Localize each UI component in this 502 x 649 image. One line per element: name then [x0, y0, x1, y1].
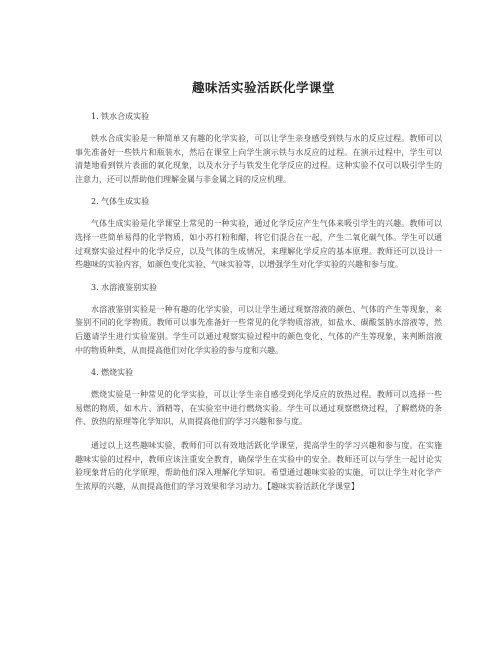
conclusion-paragraph: 通过以上这些趣味实验，教师们可以有效地活跃化学课堂，提高学生的学习兴趣和参与度。在实施趣味实验的过程中，教师应该注重安全教育，确保学生在实验中的安全。教师还可以与学生一起讨论实验现象背后的化学原理，帮助他们深入理解化学知识。希望通过趣味实验的实施，可以让学生对化学产生浓厚的兴趣，从而提高他们的学习效果和学习动力。【趣味实验活跃化学课堂】	[75, 440, 442, 491]
section-combustion	[75, 367, 442, 429]
section-heading: 2. 气体生成实验	[91, 197, 150, 207]
section-paragraph: 气体生成实验是化学课堂上常见的一种实验，通过化学反应产生气体来吸引学生的兴趣。教师可以选择一些简单易得的化学物质，如小苏打粉和醋，将它们混合在一起，产生二氧化碳气体。学生可以通过观察实验过程中的化学反应，以及气体的生成情况，来理解化学反应的基本原理。教师还可以设计一些趣味的实验内容，如颜色变化实验、气味实验等，以增强学生对化学实验的兴趣和参与度。	[75, 219, 442, 270]
section-iron-water	[75, 111, 442, 186]
section-solution-identification	[75, 282, 442, 357]
section-paragraph: 水溶液鉴别实验是一种有趣的化学实验，可以让学生通过观察溶液的颜色、气体的产生等现象，来鉴别不同的化学物质。教师可以事先准备好一些常见的化学物质溶液，如盐水、碳酸氢钠水溶液等，然后邀请学生进行实验鉴别。学生可以通过观察实验过程中的颜色变化、气体的产生等现象，来判断溶液中的物质种类，从而提高他们对化学实验的参与度和兴趣。	[75, 304, 442, 355]
page-title: 趣味活实验活跃化学课堂	[191, 80, 335, 95]
section-heading: 1. 铁水合成实验	[91, 112, 150, 121]
section-paragraph: 铁水合成实验是一种简单又有趣的化学实验，可以让学生亲身感受到铁与水的反应过程。教师可以事先准备好一些铁片和瓶装水，然后在课堂上向学生演示铁与水反应的过程。在演示过程中，学生可以清楚地看到铁片表面的氧化现象，以及水分子与铁发生化学反应的过程。这种实验不仅可以吸引学生的注意力，还可以帮助他们理解金属与非金属之间的反应机理。	[75, 134, 442, 184]
section-heading: 4. 燃烧实验	[91, 368, 134, 378]
section-paragraph: 燃烧实验是一种常见的化学实验，可以让学生亲自感受到化学反应的放热过程。教师可以选择一些易燃的物质，如木片、酒精等，在实验室中进行燃烧实验。学生可以通过观察燃烧过程，了解燃烧的条件、放热的原理等化学知识，从而提高他们的学习兴趣和参与度。	[75, 390, 442, 427]
section-heading: 3. 水溶液鉴别实验	[91, 282, 158, 292]
section-gas-generation	[75, 196, 442, 271]
